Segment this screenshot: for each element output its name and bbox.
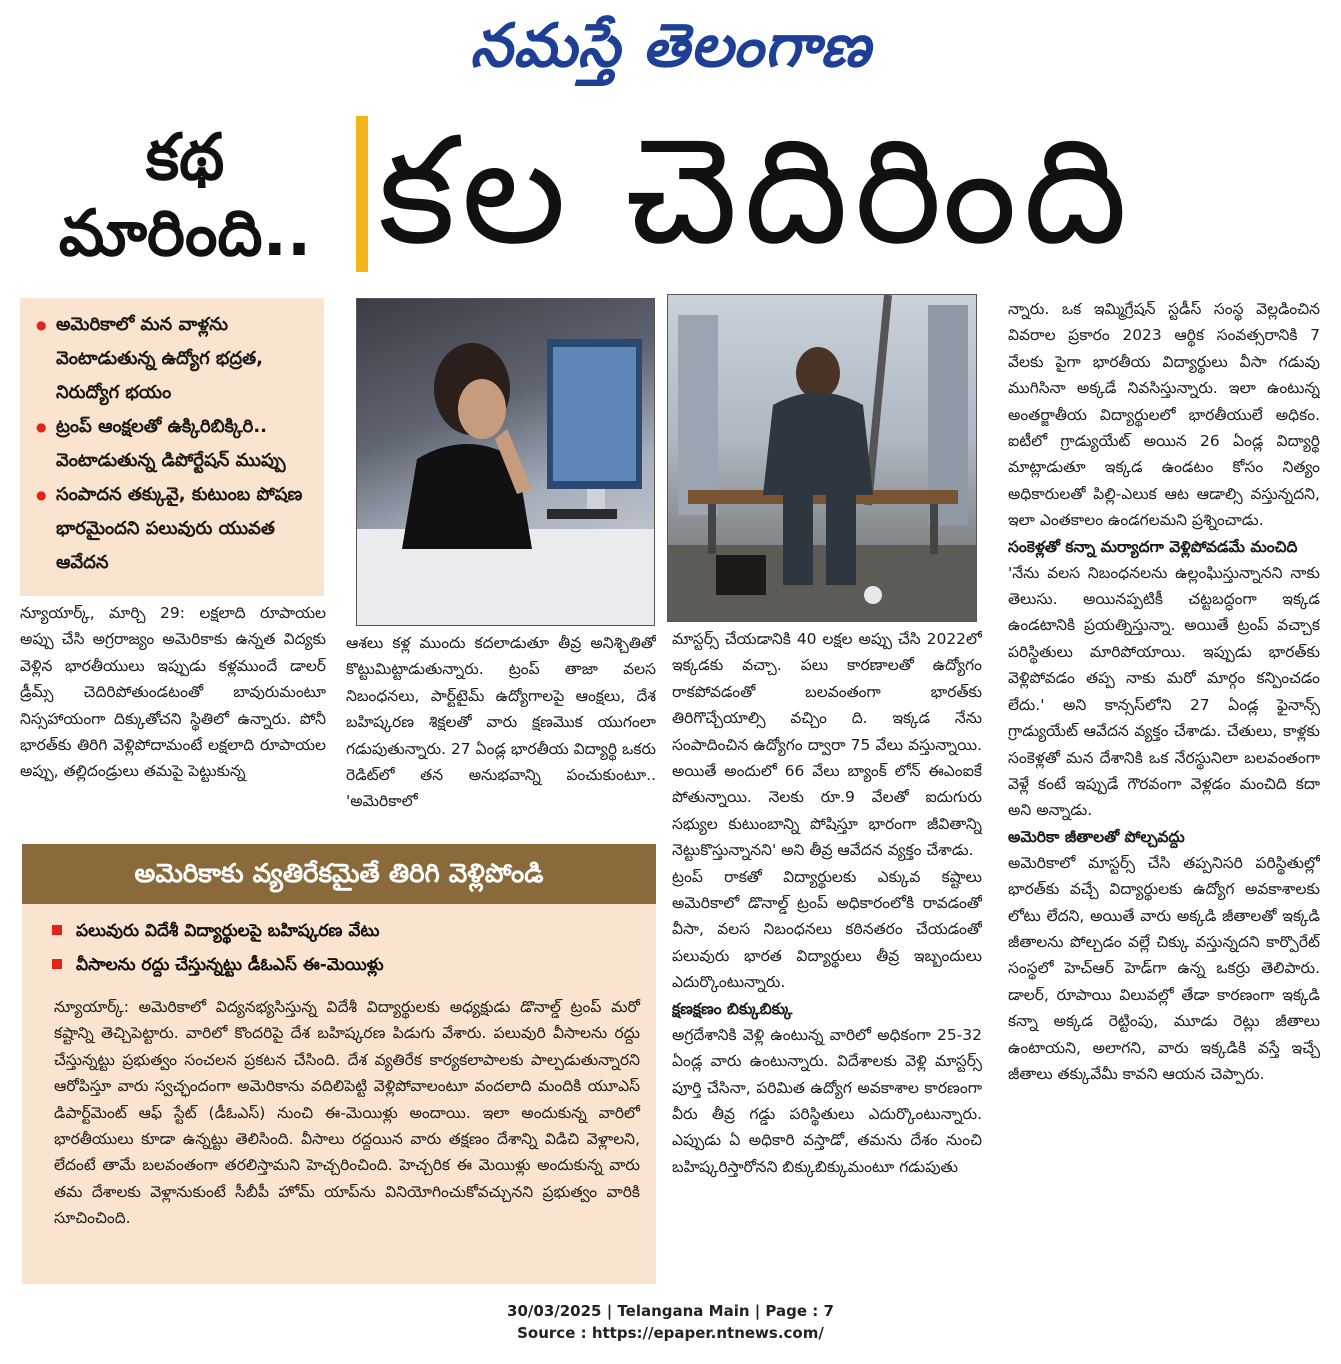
photo-illustration: [668, 295, 977, 622]
sidebar-bullet: పలువురు విదేశీ విద్యార్థులపై బహిష్కరణ వేటు: [52, 914, 656, 948]
article-column-4: [1008, 296, 1320, 1266]
article-column-3: [672, 626, 982, 1266]
kicker-line-2: మారింది..: [58, 197, 312, 271]
paragraph: 'నేను వలస నిబంధనలను ఉల్లంఘిస్తున్నానని నాకు తెలుసు. అయినప్పటికీ చట్టబద్ధంగా ఇక్కడ ఉండటానికి ప్రయత్నిస్తున్నా. అయితే ట్రంప్ వచ్చాక పరిస్థితులు మారిపోయాయి. ఇప్పుడు భారత్‌కు వెళ్లిపోవడం తప్ప నాకు మరో మార్గం కన్పించడం లేదు.' అని కాన్సస్‌లోని 27 ఏండ్ల ఫైనాన్స్ గ్రాడ్యుయేట్ ఆవేదన వ్యక్తం చేశాడు. చేతులు, కాళ్లకు సంకెళ్లతో మన దేశానికి ఒక నేరస్థునిలా బలవంతంగా వెళ్లే కంటే ఇప్పుడే గౌరవంగా వెళ్లడం మంచిది కదా అని అన్నాడు.: [1008, 563, 1320, 820]
edition-info: 30/03/2025 | Telangana Main | Page : 7: [507, 1302, 834, 1320]
headline: కల చెదిరింది: [378, 105, 1134, 277]
source-link[interactable]: Source : https://epaper.ntnews.com/: [517, 1324, 824, 1342]
subheading: అమెరికా జీతాలతో పోల్చవద్దు: [1008, 827, 1185, 846]
highlight-item: ● సంపాదన తక్కువై, కుటుంబ పోషణ భారమైందని పలువురు యువత ఆవేదన: [36, 478, 318, 580]
subheading: సంకెళ్లతో కన్నా మర్యాదగా వెళ్లిపోవడమే మంచిది: [1008, 537, 1298, 556]
article-column-1: న్యూయార్క్, మార్చి 29: లక్షలాది రూపాయల అప్పు చేసి అగ్రరాజ్యం అమెరికాకు ఉన్నత విద్యకు వెళ్లిన భారతీయులు ఇప్పుడు కళ్లముందే డాలర్ డ్రీమ్స్ చెదిరిపోతుండటంతో బావురుమంటూ నిస్సహాయంగా దిక్కుతోచని స్థితిలో ఉన్నారు. పోనీ భారత్‌కు తిరిగి వెళ్లిపోదామంటే లక్షలాది రూపాయల అప్పు, తల్లిదండ్రులు తమపై పెట్టుకున్న: [20, 604, 326, 781]
highlight-item: ● అమెరికాలో మన వాళ్లను వెంటాడుతున్న ఉద్యోగ భద్రత, నిరుద్యోగ భయం: [36, 308, 318, 410]
paragraph: అగ్రదేశానికి వెళ్లి ఉంటున్న వారిలో అధికంగా 25-32 ఏండ్ల వారు ఉంటున్నారు. విదేశాలకు వెళ్లి మాస్టర్స్ పూర్తి చేసినా, పరిమిత ఉద్యోగ అవకాశాల కారణంగా వీరు తీవ్ర గడ్డు పరిస్థితులు ఎదుర్కొంటున్నారు. ఎప్పుడు ఏ అధికారి వస్తాడో, తమను దేశం నుంచి బహిష్కరిస్తారోనని బిక్కుబిక్కుమంటూ గడుపుతు: [672, 1025, 982, 1176]
paragraph: మాస్టర్స్ చేయడానికి 40 లక్షల అప్పు చేసి 2022లో ఇక్కడకు వచ్చా. పలు కారణాలతో ఉద్యోగం రాకపోవడంతో బలవంతంగా భారత్‌కు తిరిగొచ్చేయాల్సి వచ్చిం ది. ఇక్కడ నేను సంపాదించిన ఉద్యోగం ద్వారా 75 వేలు వస్తున్నాయి. అయితే అందులో 66 వేలు బ్యాంక్ లోన్ ఈఎంఐకే పోతున్నాయి. నెలకు రూ.9 వేలతో ఐదుగురు సభ్యుల కుటుంబాన్ని పోషిస్తూ భారంగా జీవితాన్ని నెట్టుకొస్తున్నానని' అని తీవ్ర ఆవేదన వ్యక్తం చేశాడు.: [672, 630, 982, 860]
kicker: [20, 120, 350, 272]
photo-man-on-bench: [667, 294, 977, 622]
highlights-box: [20, 298, 324, 596]
sidebar-bullet: వీసాలను రద్దు చేస్తున్నట్టు డీఓఎస్ ఈ-మెయిళ్లు: [52, 948, 656, 982]
masthead-logo: నమస్తే తెలంగాణ: [469, 11, 872, 81]
paragraph: అమెరికాలో మాస్టర్స్ చేసి తప్పనిసరి పరిస్థితుల్లో భారత్‌కు వచ్చే విద్యార్థులకు ఉద్యోగ అవకాశాలకు లోటు లేదని, అయితే వారు అక్కడి జీతాలతో ఇక్కడి జీతాలను పోల్చడం వల్లే చిక్కు వస్తున్నదని కార్పొరేట్ సంస్థలో హెచ్‌ఆర్ హెడ్‌గా ఉన్న ఒకర్రు తెలిపారు. డాలర్, రూపాయి విలువల్లో తేడా కారణంగా ఇక్కడి కన్నా అక్కడ రెట్టింపు, మూడు రెట్లు జీతాలు ఉంటాయని, అలాగని, వారు ఇక్కడికి వస్తే ఇచ్చే జీతాలు తక్కువేమీ కావని ఆయన చెప్పారు.: [1008, 853, 1320, 1083]
subheading: క్షణక్షణం బిక్కుబిక్కు: [672, 999, 793, 1018]
sidebar-story-box: [22, 844, 656, 1284]
photo-illustration: [357, 299, 655, 626]
headline-divider: [356, 116, 368, 272]
kicker-line-1: కథ: [145, 121, 225, 195]
sidebar-story-title: అమెరికాకు వ్యతిరేకమైతే తిరిగి వెళ్లిపోండి: [22, 844, 656, 904]
article-column-2: ఆశలు కళ్ల ముందు కదలాడుతూ తీవ్ర అనిశ్చితితో కొట్టుమిట్టాడుతున్నారు. ట్రంప్ తాజా వలస నిబంధనలు, పార్ట్‌టైమ్ ఉద్యోగాలపై ఆంక్షలు, దేశ బహిష్కరణ శిక్షలతో వారు క్షణమొక యుగంలా గడుపుతున్నారు. 27 ఏండ్ల భారతీయ విద్యార్థి ఒకరు రెడిట్‌లో తన అనుభవాన్ని పంచుకుంటూ.. 'అమెరికాలో: [346, 634, 656, 811]
paragraph: ట్రంప్ రాకతో విద్యార్థులకు ఎక్కువ కష్టాలు అమెరికాలో డొనాల్డ్ ట్రంప్ అధికారంలోకి రావడంతో వీసా, వలస నిబంధనలు కఠినతరం చేయడంతో పలువురు భారత విద్యార్థులు తీవ్ర ఇబ్బందులు ఎదుర్కొంటున్నారు.: [672, 867, 982, 992]
highlight-item: ● ట్రంప్ ఆంక్షలతో ఉక్కిరిబిక్కిరి.. వెంటాడుతున్న డిపోర్టేషన్ ముప్పు: [36, 410, 318, 478]
paragraph: న్నారు. ఒక ఇమ్మిగ్రేషన్ స్టడీస్ సంస్థ వెల్లడించిన వివరాల ప్రకారం 2023 ఆర్థిక సంవత్సరానికి 7 వేలకు పైగా భారతీయ విద్యార్థులు వీసా గడువు ముగిసినా అక్కడే నివసిస్తున్నారు. ఇలా ఉంటున్న అంతర్జాతీయ విద్యార్థులలో భారతీయులే అధికం. ఐటీలో గ్రాడ్యుయేట్ అయిన 26 ఏండ్ల విద్యార్థి మాట్లాడుతూ ఇక్కడ ఉండటం కోసం నిత్యం అధికారులతో పిల్లి-ఎలుక ఆట ఆడాల్సి వస్తున్నదని, ఇలా ఎంతకాలం ఉండగలమని ప్రశ్నించాడు.: [1008, 300, 1320, 530]
sidebar-story-text: న్యూయార్క్: అమెరికాలో విద్యనభ్యసిస్తున్న విదేశీ విద్యార్థులకు అధ్యక్షుడు డొనాల్డ్ ట్రంప్ మరో కష్టాన్ని తెచ్చిపెట్టారు. వారిలో కొందరిపై దేశ బహిష్కరణ పిడుగు వేశారు. పలువురి వీసాలను రద్దు చేస్తున్నట్టు ప్రభుత్వం సంచలన ప్రకటన చేసింది. దేశ వ్యతిరేక కార్యకలాపాలకు పాల్పడుతున్నారని ఆరోపిస్తూ వారు స్వచ్ఛందంగా అమెరికాను వదిలిపెట్టి వెళ్లిపోవాలంటూ వందలాది మందికి యూఎస్ డిపార్ట్‌మెంట్ ఆఫ్ స్టేట్ (డీఓఎస్) నుంచి ఈ-మెయిళ్లు అందాయి. ఇలా అందుకున్న వారిలో భారతీయులు కూడా ఉన్నట్టు తెలిసింది. వీసాలు రద్దయిన వారు తక్షణం దేశాన్ని విడిచి వెళ్లాలని, లేదంటే తామే బలవంతంగా తరలిస్తామని హెచ్చరించింది. హెచ్చరిక ఈ మెయిళ్లు అందుకున్న వారు తమ దేశాలకు వెళ్లానుకుంటే సీబీపీ హోమ్ యాప్‌ను వినియోగించుకోవచ్చునని ప్రభుత్వం వారికి సూచించింది.: [54, 998, 640, 1228]
page-footer: [0, 1300, 1341, 1344]
photo-stressed-woman-at-desk: [356, 298, 655, 626]
